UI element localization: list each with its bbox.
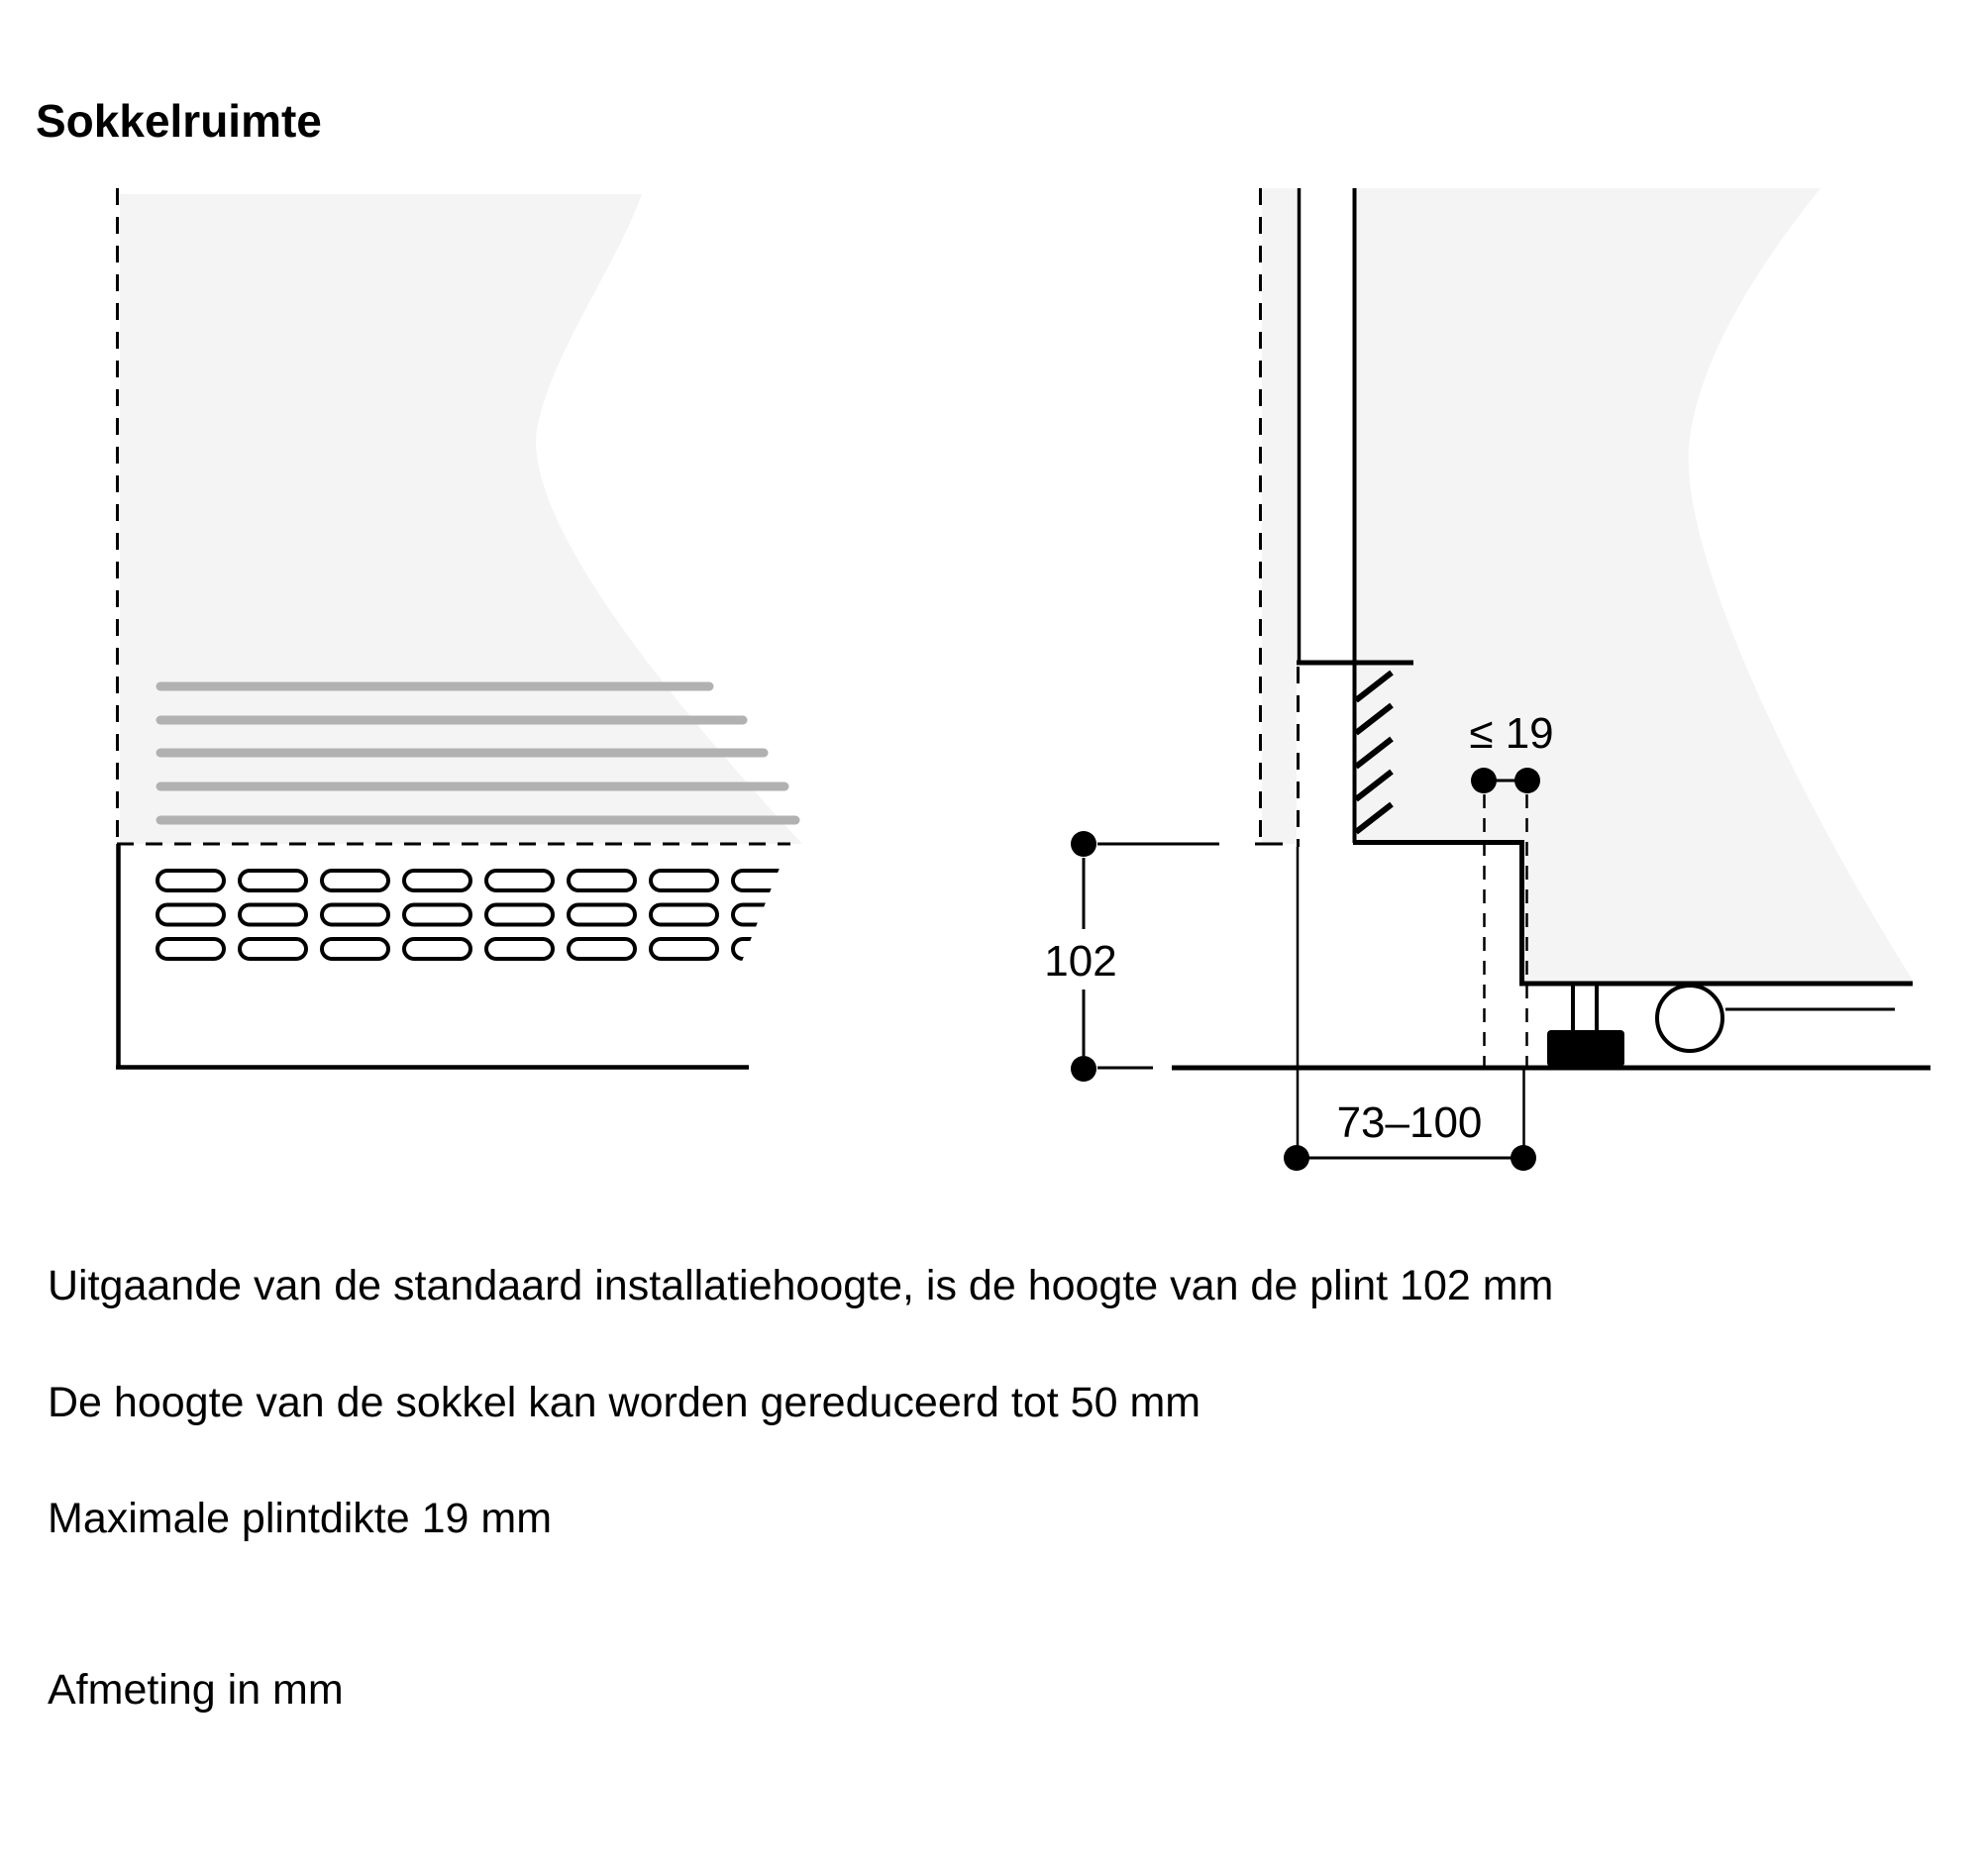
- front-view-diagram: [116, 188, 802, 1069]
- dimension-label-plinth-height: 102: [1044, 937, 1117, 986]
- levelling-foot: [1547, 986, 1624, 1067]
- niche-strip: [1262, 188, 1297, 844]
- note-reduced-height: De hoogte van de sokkel kan worden gereduceerd tot 50 mm: [48, 1379, 1201, 1426]
- page-title: Sokkelruimte: [36, 94, 322, 147]
- note-units: Afmeting in mm: [48, 1666, 344, 1714]
- note-standard-height: Uitgaande van de standaard installatiehoogte, is de hoogte van de plint 102 mm: [48, 1262, 1554, 1309]
- appliance-body-section: [1356, 188, 1912, 984]
- dimension-recess-depth: [1284, 847, 1536, 1171]
- dimension-label-recess-depth: 73–100: [1336, 1098, 1483, 1147]
- roller-wheel: [1657, 986, 1722, 1051]
- dimension-label-plinth-thickness: ≤ 19: [1469, 709, 1554, 758]
- ventilation-grille: [154, 869, 787, 972]
- side-view-diagram: [1044, 188, 1930, 1171]
- dimension-plinth-height: [1044, 831, 1283, 1082]
- note-max-thickness: Maximale plintdikte 19 mm: [48, 1495, 553, 1542]
- cabinet-panel-front: [120, 194, 802, 844]
